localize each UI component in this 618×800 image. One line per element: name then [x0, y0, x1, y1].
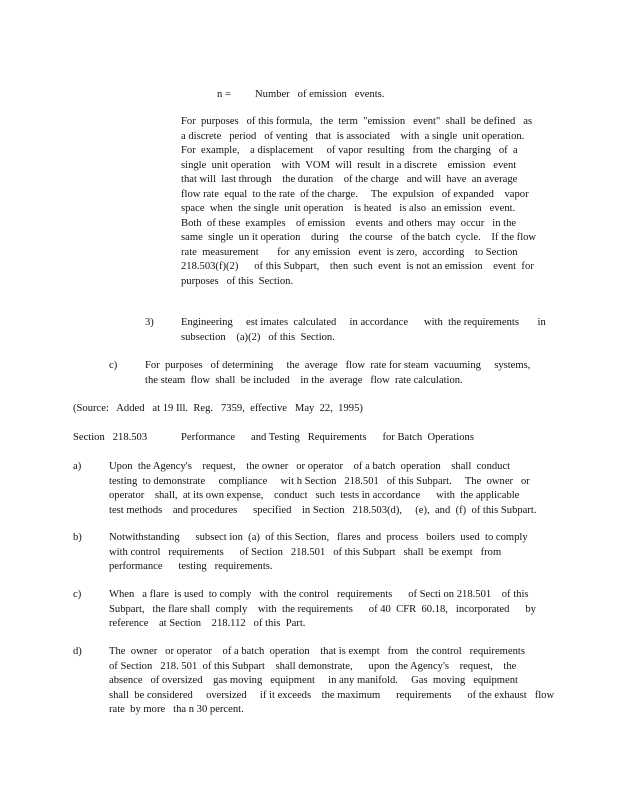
- source-note: (Source: Added at 19 Ill. Reg. 7359, effective May 22, 1995): [73, 403, 363, 414]
- text-line: subsection (a)(2) of this Section.: [181, 331, 335, 343]
- text-line: Upon the Agency's request, the owner or operator of a batch operation shall conduct: [109, 461, 511, 472]
- text-line: a discrete period of venting that is associated with a single unit operation.: [181, 130, 525, 142]
- text-line: reference at Section 218.112 of this Part.: [109, 618, 306, 629]
- text-line: flow rate equal to the rate of the charge. The expulsion of expanded vapor: [181, 188, 529, 200]
- section-title: Performance and Testing Requirements for Batch Operations: [181, 432, 474, 443]
- text-line: For purposes of this formula, the term "emission event" shall be defined as: [181, 116, 533, 127]
- subsection-c-label: c): [73, 589, 82, 600]
- subsection-d-text: [109, 645, 555, 718]
- subsection-b-text: [109, 531, 549, 575]
- n-meaning: Number of emission events.: [255, 89, 385, 100]
- subsection-d-label: d): [73, 646, 82, 657]
- subsection-b-label: b): [73, 532, 82, 543]
- text-line: test methods and procedures specified in Section 218.503(d), (e), and (f) of this Subpart.: [109, 504, 537, 516]
- text-line: testing to demonstrate compliance wit h Section 218.501 of this Subpart. The owner or: [109, 475, 530, 487]
- text-line: performance testing requirements.: [109, 561, 273, 572]
- text-line: space when the single unit operation is heated is also an emission event.: [181, 203, 516, 214]
- text-line: shall be considered oversized if it exceeds the maximum requirements of the exhaust flow: [109, 689, 555, 701]
- item-c-label: c): [109, 360, 118, 371]
- subsection-a-label: a): [73, 461, 82, 472]
- subsection-c-text: [109, 588, 549, 632]
- text-line: For purposes of determining the average flow rate for steam vacuuming systems,: [145, 360, 531, 371]
- text-line: same single un it operation during the course of the batch cycle. If the flow: [181, 232, 537, 243]
- item-3-label: 3): [145, 317, 154, 328]
- text-line: Engineering est imates calculated in accordance with the requirements in: [181, 317, 546, 328]
- text-line: single unit operation with VOM will result in a discrete emission event: [181, 159, 517, 171]
- text-line: of Section 218. 501 of this Subpart shall demonstrate, upon the Agency's request, the: [109, 660, 517, 672]
- subsection-a-text: [109, 460, 549, 518]
- section-number: Section 218.503: [73, 432, 148, 443]
- text-line: rate by more tha n 30 percent.: [109, 704, 244, 715]
- text-line: Notwithstanding subsect ion (a) of this Section, flares and process boilers used to comply: [109, 532, 528, 543]
- n-symbol: n =: [217, 89, 231, 100]
- text-line: When a flare is used to comply with the control requirements of Secti on 218.501 of this: [109, 589, 529, 600]
- item-3-text: [181, 316, 546, 345]
- text-line: 218.503(f)(2) of this Subpart, then such event is not an emission event for: [181, 261, 534, 272]
- emission-event-definition-paragraph: [181, 115, 556, 289]
- text-line: with control requirements of Section 218.501 of this Subpart shall be exempt from: [109, 546, 502, 558]
- text-line: Both of these examples of emission events and others may occur in the: [181, 217, 517, 229]
- text-line: Subpart, the flare shall comply with the requirements of 40 CFR 60.18, incorporated by: [109, 603, 536, 615]
- text-line: For example, a displacement of vapor resulting from the charging of a: [181, 145, 518, 156]
- text-line: purposes of this Section.: [181, 275, 294, 287]
- text-line: operator shall, at its own expense, conduct such tests in accordance with the applicable: [109, 490, 520, 501]
- text-line: that will last through the duration of the charge and will have an average: [181, 174, 518, 185]
- text-line: rate measurement for any emission event is zero, according to Section: [181, 246, 518, 258]
- text-line: The owner or operator of a batch operation that is exempt from the control requirements: [109, 646, 525, 657]
- text-line: the steam flow shall be included in the average flow rate calculation.: [145, 374, 463, 386]
- item-c-text: [145, 359, 540, 388]
- text-line: absence of oversized gas moving equipment in any manifold. Gas moving equipment: [109, 675, 518, 686]
